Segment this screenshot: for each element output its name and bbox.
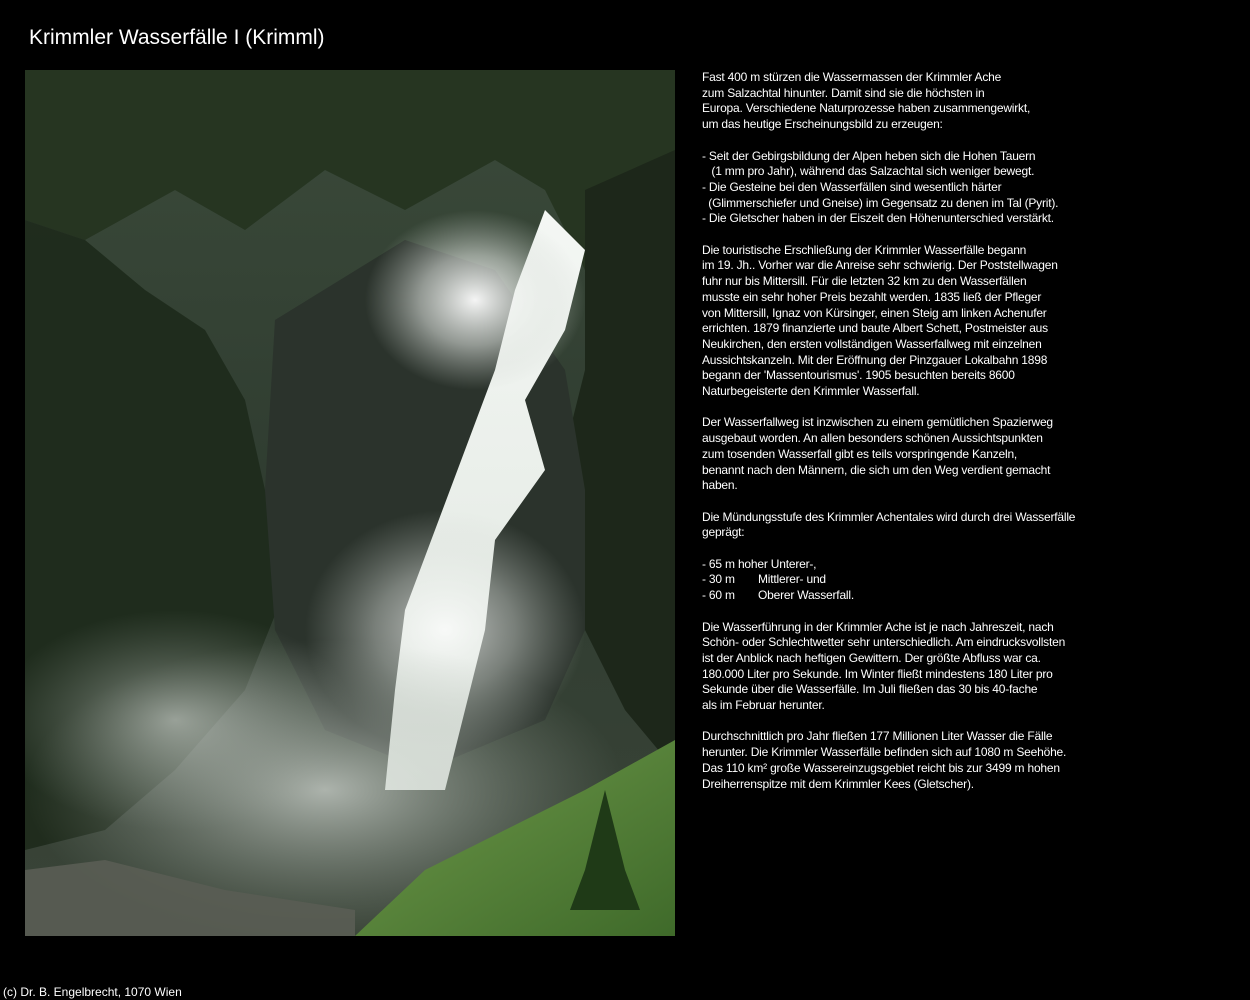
text-line: zum tosenden Wasserfall gibt es teils vorspringende Kanzeln, xyxy=(702,446,1018,461)
falls-height: - 60 m xyxy=(702,588,735,603)
text-line: musste ein sehr hoher Preis bezahlt werden. 1835 ließ der Pfleger xyxy=(702,289,1042,304)
text-line: - Die Gesteine bei den Wasserfällen sind wesentlich härter xyxy=(702,179,1002,194)
text-line: 180.000 Liter pro Sekunde. Im Winter fließt mindestens 180 Liter pro xyxy=(702,666,1053,681)
text-line: Fast 400 m stürzen die Wassermassen der Krimmler Ache xyxy=(702,70,1002,84)
text-line: Das 110 km² große Wassereinzugsgebiet reicht bis zur 3499 m hohen xyxy=(702,760,1060,775)
text-line: Durchschnittlich pro Jahr fließen 177 Millionen Liter Wasser die Fälle xyxy=(702,729,1053,744)
text-line: (1 mm pro Jahr), während das Salzachtal sich weniger bewegt. xyxy=(702,164,1035,179)
text-line: benannt nach den Männern, die sich um den Weg verdient gemacht xyxy=(702,462,1051,477)
text-line: Dreiherrenspitze mit dem Krimmler Kees (Gletscher). xyxy=(702,776,974,791)
waterfall-photo xyxy=(25,70,675,936)
text-line: von Mittersill, Ignaz von Kürsinger, einen Steig am linken Achenufer xyxy=(702,305,1047,320)
text-line: Naturbegeisterte den Krimmler Wasserfall. xyxy=(702,384,920,399)
text-line: Die Mündungsstufe des Krimmler Achentales wird durch drei Wasserfälle xyxy=(702,509,1076,524)
text-line: geprägt: xyxy=(702,525,745,540)
mist-upper xyxy=(365,210,585,390)
text-line: im 19. Jh.. Vorher war die Anreise sehr schwierig. Der Poststellwagen xyxy=(702,258,1058,273)
falls-height: - 30 m xyxy=(702,572,735,587)
text-line: Europa. Verschiedene Naturprozesse haben zusammengewirkt, xyxy=(702,101,1031,116)
paragraph-processes xyxy=(702,149,1122,228)
paragraph-path xyxy=(702,415,1122,494)
text-line: herunter. Die Krimmler Wasserfälle befinden sich auf 1080 m Seehöhe. xyxy=(702,745,1067,760)
falls-name: Mittlerer- und xyxy=(758,572,826,587)
text-line: ausgebaut worden. An allen besonders schönen Aussichtspunkten xyxy=(702,431,1043,446)
waterfall-illustration xyxy=(25,70,675,936)
paragraph-flow xyxy=(702,620,1122,714)
text-line: - Die Gletscher haben in der Eiszeit den Höhenunterschied verstärkt. xyxy=(702,211,1054,226)
falls-list-item xyxy=(702,572,1122,588)
text-line: zum Salzachtal hinunter. Damit sind sie die höchsten in xyxy=(702,85,985,100)
text-line: als im Februar herunter. xyxy=(702,698,825,713)
copyright-footer: (c) Dr. B. Engelbrecht, 1070 Wien xyxy=(3,985,182,999)
text-line: fuhr nur bis Mittersill. Für die letzten 32 km zu den Wasserfällen xyxy=(702,274,1027,289)
falls-name: Oberer Wasserfall. xyxy=(758,588,854,603)
paragraph-stages xyxy=(702,510,1122,541)
falls-list xyxy=(702,557,1122,604)
paragraph-history xyxy=(702,243,1122,400)
article-text xyxy=(702,70,1122,808)
paragraph-intro xyxy=(702,70,1122,133)
text-line: ist der Anblick nach heftigen Gewittern. Der größte Abfluss war ca. xyxy=(702,650,1041,665)
page-title: Krimmler Wasserfälle I (Krimml) xyxy=(29,26,325,49)
falls-height: - 65 m hoher Unterer-, xyxy=(702,556,817,571)
text-line: Aussichtskanzeln. Mit der Eröffnung der Pinzgauer Lokalbahn 1898 xyxy=(702,352,1048,367)
text-line: (Glimmerschiefer und Gneise) im Gegensatz zu denen im Tal (Pyrit). xyxy=(702,195,1059,210)
text-line: - Seit der Gebirgsbildung der Alpen heben sich die Hohen Tauern xyxy=(702,148,1036,163)
text-line: Neukirchen, den ersten vollständigen Wasserfallweg mit einzelnen xyxy=(702,336,1042,351)
falls-list-item xyxy=(702,557,1122,573)
text-line: begann der 'Massentourismus'. 1905 besuchten bereits 8600 xyxy=(702,368,1015,383)
text-line: Die Wasserführung in der Krimmler Ache ist je nach Jahreszeit, nach xyxy=(702,619,1054,634)
text-line: Die touristische Erschließung der Krimmler Wasserfälle begann xyxy=(702,242,1027,257)
falls-list-item xyxy=(702,588,1122,604)
text-line: errichten. 1879 finanzierte und baute Albert Schett, Postmeister aus xyxy=(702,321,1048,336)
text-line: Sekunde über die Wasserfälle. Im Juli fließen das 30 bis 40-fache xyxy=(702,682,1038,697)
text-line: Der Wasserfallweg ist inzwischen zu einem gemütlichen Spazierweg xyxy=(702,415,1053,430)
paragraph-annual xyxy=(702,729,1122,792)
text-line: um das heutige Erscheinungsbild zu erzeugen: xyxy=(702,117,943,132)
text-line: haben. xyxy=(702,478,738,493)
text-line: Schön- oder Schlechtwetter sehr unterschiedlich. Am eindrucksvollsten xyxy=(702,635,1066,650)
